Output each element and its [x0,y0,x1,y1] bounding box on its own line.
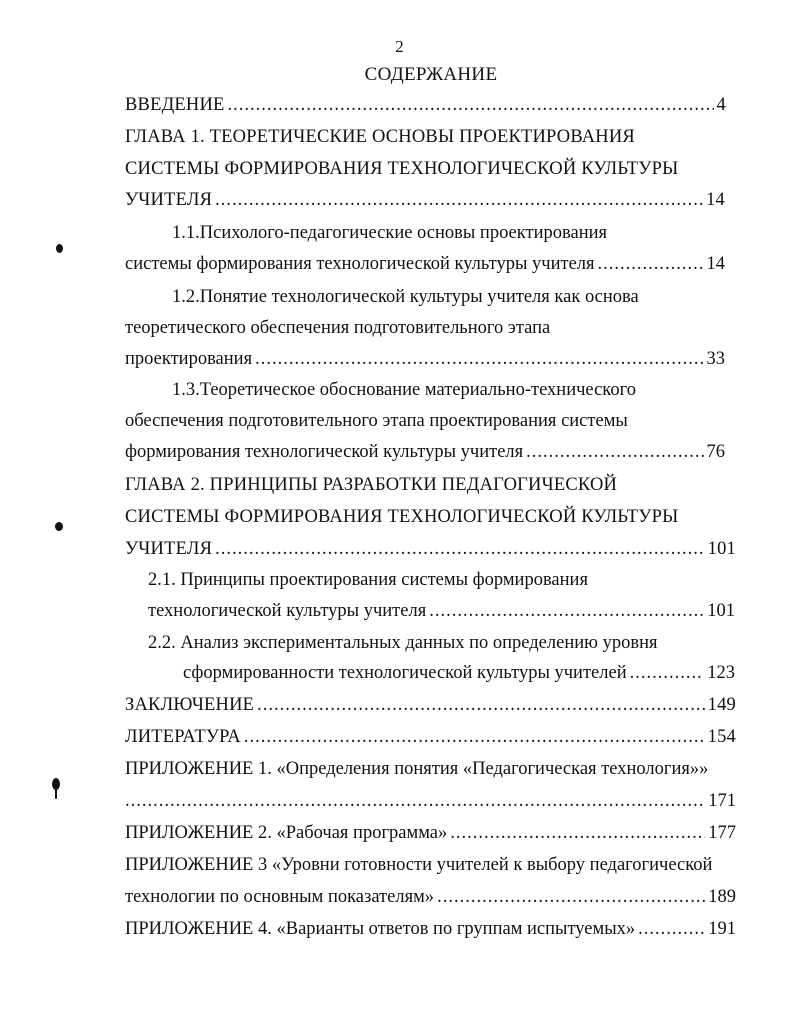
toc-page-number: 76 [706,442,725,462]
section-2-2-line-1: 2.2. Анализ экспериментальных данных по определению уровня [148,633,658,653]
toc-page-number: 101 [707,601,735,621]
toc-entry-chapter-1 [125,187,725,213]
toc-page-number: 4 [716,95,726,115]
toc-entry-introduction [125,92,726,118]
toc-page-number: 14 [706,254,725,274]
toc-entry-conclusion [125,692,736,718]
toc-entry-label: формирования технологической культуры учителя [125,442,524,462]
toc-entry-section-2-1 [148,598,735,624]
toc-page-number: 189 [708,887,736,907]
toc-entry-appendix-4 [125,916,736,942]
toc-entry-section-1-1 [125,251,725,277]
toc-entry-appendix-2 [125,820,736,846]
toc-entry-label: системы формирования технологической культуры учителя [125,254,595,274]
toc-entry-label: проектирования [125,349,253,369]
toc-entry-label: ЗАКЛЮЧЕНИЕ [125,695,255,715]
toc-entry-section-2-2 [183,660,735,686]
toc-entry-label: технологической культуры учителя [148,601,427,621]
toc-page-number: 14 [706,190,725,210]
section-1-2-line-1: 1.2.Понятие технологической культуры учителя как основа [172,287,639,307]
section-1-3-line-1: 1.3.Теоретическое обоснование материально-технического [172,380,636,400]
appendix-1-line-1: ПРИЛОЖЕНИЕ 1. «Определения понятия «Педагогическая технология»» [125,759,709,779]
toc-page-number: 177 [708,823,736,843]
chapter-2-title-line-1: ГЛАВА 2. ПРИНЦИПЫ РАЗРАБОТКИ ПЕДАГОГИЧЕСКОЙ [125,475,618,495]
dot-leader [228,92,714,118]
dot-leader [125,788,705,814]
toc-entry-section-1-3 [125,439,725,465]
toc-page-number: 171 [708,791,736,811]
toc-page-number: 154 [707,727,736,747]
toc-entry-label: УЧИТЕЛЯ [125,190,213,210]
toc-entry-label: УЧИТЕЛЯ [125,539,213,559]
chapter-2-title-line-2: СИСТЕМЫ ФОРМИРОВАНИЯ ТЕХНОЛОГИЧЕСКОЙ КУЛЬТУРЫ [125,507,679,527]
toc-entry-chapter-2 [125,536,736,562]
toc-entry-section-1-2 [125,346,725,372]
toc-entry-label: ВВЕДЕНИЕ [125,95,225,115]
scan-mark-dot [56,244,63,253]
chapter-1-title-line-2: СИСТЕМЫ ФОРМИРОВАНИЯ ТЕХНОЛОГИЧЕСКОЙ КУЛЬТУРЫ [125,159,679,179]
dot-leader [526,439,703,465]
section-1-1-line-1: 1.1.Психолого-педагогические основы проектирования [172,223,608,243]
toc-entry-appendix-1 [125,788,736,814]
toc-page-number: 149 [707,695,736,715]
toc-entry-label: ПРИЛОЖЕНИЕ 4. «Варианты ответов по группам испытуемых» [125,919,636,939]
toc-page-number: 191 [708,919,736,939]
scan-mark-dot [55,522,63,531]
dot-leader [630,660,705,686]
dot-leader [450,820,705,846]
toc-page-number: 33 [706,349,725,369]
toc-page-number: 101 [707,539,736,559]
dot-leader [215,187,703,213]
toc-entry-label: технологии по основным показателям» [125,887,435,907]
toc-entry-appendix-3 [125,884,736,910]
scan-mark-tail [55,789,57,799]
page-title: СОДЕРЖАНИЕ [364,64,498,85]
dot-leader [255,346,703,372]
section-1-2-line-2: теоретического обеспечения подготовительного этапа [125,318,551,338]
dot-leader [429,598,704,624]
toc-entry-label: ПРИЛОЖЕНИЕ 2. «Рабочая программа» [125,823,448,843]
dot-leader [244,724,705,750]
toc-entry-label: ЛИТЕРАТУРА [125,727,241,747]
dot-leader [437,884,705,910]
toc-entry-literature [125,724,736,750]
dot-leader [257,692,704,718]
dot-leader [598,251,704,277]
section-2-1-line-1: 2.1. Принципы проектирования системы формирования [148,570,588,590]
toc-entry-label: сформированности технологической культуры учителей [183,663,627,683]
section-1-3-line-2: обеспечения подготовительного этапа проектирования системы [125,411,628,431]
appendix-3-line-1: ПРИЛОЖЕНИЕ 3 «Уровни готовности учителей к выбору педагогической [125,855,713,875]
dot-leader [638,916,705,942]
chapter-1-title-line-1: ГЛАВА 1. ТЕОРЕТИЧЕСКИЕ ОСНОВЫ ПРОЕКТИРОВАНИЯ [125,127,635,147]
toc-page-number: 123 [707,663,735,683]
page-number: 2 [395,37,404,56]
dot-leader [215,536,705,562]
